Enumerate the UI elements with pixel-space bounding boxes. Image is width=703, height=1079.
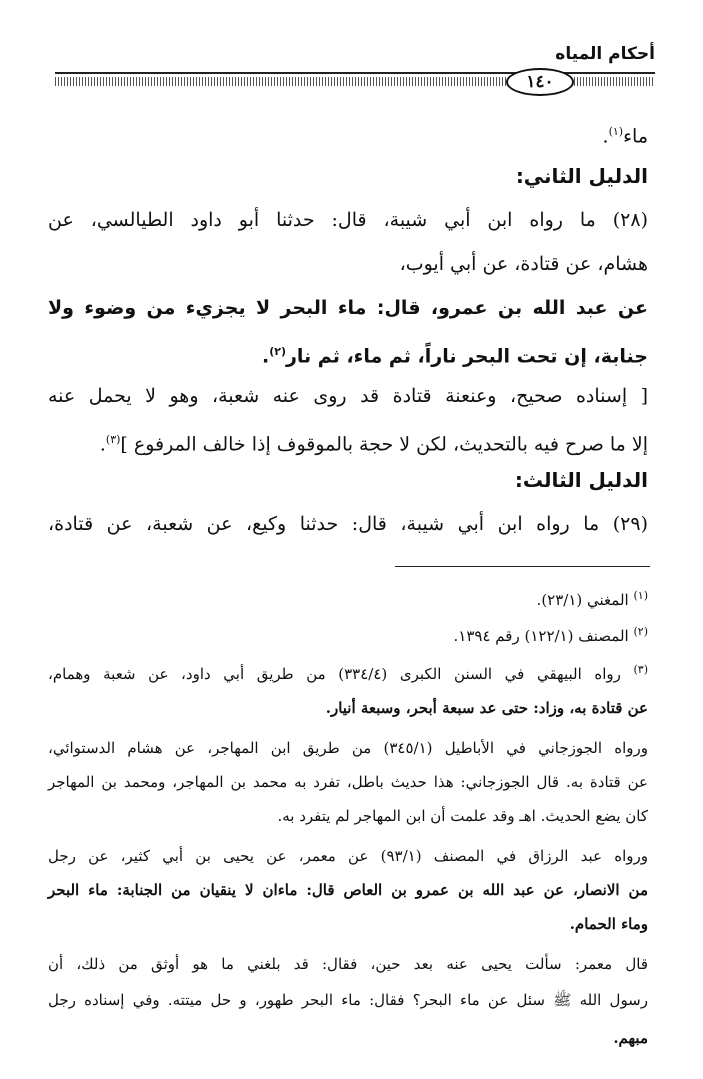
footnote-1-text: المغني (٢٣/١). xyxy=(536,591,629,609)
footnote-2 xyxy=(48,616,648,652)
maa-text: ماء xyxy=(623,125,648,148)
quote-line-2: جنابة، إن تحت البحر ناراً، ثم ماء، ثم نار$^{(٢)}$. xyxy=(261,345,648,368)
footnote-3-line-7: من الانصار، عن عبد الله بن عمرو بن العاص قال: ماءان لا ينقيان من الجنابة: ماء البحر xyxy=(48,881,648,899)
quote-line-2-text: جنابة، إن تحت البحر ناراً، ثم ماء، ثم نار xyxy=(285,345,648,368)
footnote-2-text: المصنف (١٢٢/١) رقم ١٣٩٤. xyxy=(453,627,629,645)
footnote-1-mark: (١) xyxy=(633,589,648,602)
footnote-3-line-3: ورواه الجوزجاني في الأباطيل (٣٤٥/١) من طريق ابن المهاجر، عن هشام الدستوائي، xyxy=(48,739,648,757)
footnote-1 xyxy=(48,580,648,616)
footnote-ref-2: (٢) xyxy=(269,345,286,358)
heading-second-evidence: الدليل الثاني: xyxy=(515,164,648,188)
footnote-3-mark: (٣) xyxy=(633,663,648,676)
footnote-3-line-5: كان يضع الحديث. اهـ وقد علمت أن ابن المهاجر لم يتفرد به. xyxy=(277,807,648,825)
footnote-3-line-2: عن قتادة به، وزاد: حتى عد سبعة أبحر، وسبعة أنيار. xyxy=(325,699,648,717)
footnote-3-line-11: مبهم. xyxy=(613,1029,648,1047)
footnote-3-line-4: عن قتادة به. قال الجوزجاني: هذا حديث باطل، تفرد به محمد بن المهاجر، ومحمد بن المهاجر xyxy=(48,773,648,791)
grading-line-1: [ إسناده صحيح، وعنعنة قتادة قد روى عنه شعبة، وهو لا يحمل عنه xyxy=(48,385,648,407)
hadith-28-line-1: (٢٨) ما رواه ابن أبي شيبة، قال: حدثنا أبو داود الطيالسي، عن xyxy=(48,209,648,231)
footnote-3-line-8: وماء الحمام. xyxy=(569,915,648,933)
grading-line-2-text: إلا ما صرح فيه بالتحديث، لكن لا حجة بالموقوف إذا خالف المرفوع ] xyxy=(120,433,648,456)
footnote-3-text-1: رواه البيهقي في السنن الكبرى (٣٣٤/٤) من طريق أبي داود، عن شعبة وهمام، xyxy=(48,665,621,683)
book-title: أحكام المياه xyxy=(555,44,655,64)
footnote-2-mark: (٢) xyxy=(633,625,648,638)
footnote-3-line-1 xyxy=(48,654,648,690)
line-maa: ماء$^{(١)}$. xyxy=(602,125,648,148)
footnote-separator xyxy=(395,566,650,567)
quote-line-1: عن عبد الله بن عمرو، قال: ماء البحر لا يجزيء من وضوء ولا xyxy=(48,297,648,319)
footnote-ref-3: (٣) xyxy=(105,433,121,446)
hadith-28-line-2: هشام، عن قتادة، عن أبي أيوب، xyxy=(399,253,648,275)
footnote-3-line-6: ورواه عبد الرزاق في المصنف (٩٣/١) عن معمر، عن يحيى بن أبي كثير، عن رجل xyxy=(48,847,648,865)
heading-third-evidence: الدليل الثالث: xyxy=(514,468,648,492)
footnote-ref-1: (١) xyxy=(608,125,624,138)
grading-line-2: إلا ما صرح فيه بالتحديث، لكن لا حجة بالموقوف إذا خالف المرفوع ]$^{(٣)}$. xyxy=(99,433,648,456)
page-header xyxy=(55,44,655,94)
footnote-3-line-10: رسول الله ﷺ سئل عن ماء البحر؟ فقال: ماء البحر طهور، و حل ميتته. وفي إسناده رجل xyxy=(48,991,648,1009)
hadith-29-line-1: (٢٩) ما رواه ابن أبي شيبة، قال: حدثنا وكيع، عن شعبة، عن قتادة، xyxy=(48,513,648,535)
footnote-3-line-9: قال معمر: سألت يحيى عنه بعد حين، فقال: قد بلغني ما هو أوثق من ذلك، أن xyxy=(48,955,648,973)
page-number: ١٤٠ xyxy=(506,68,574,96)
